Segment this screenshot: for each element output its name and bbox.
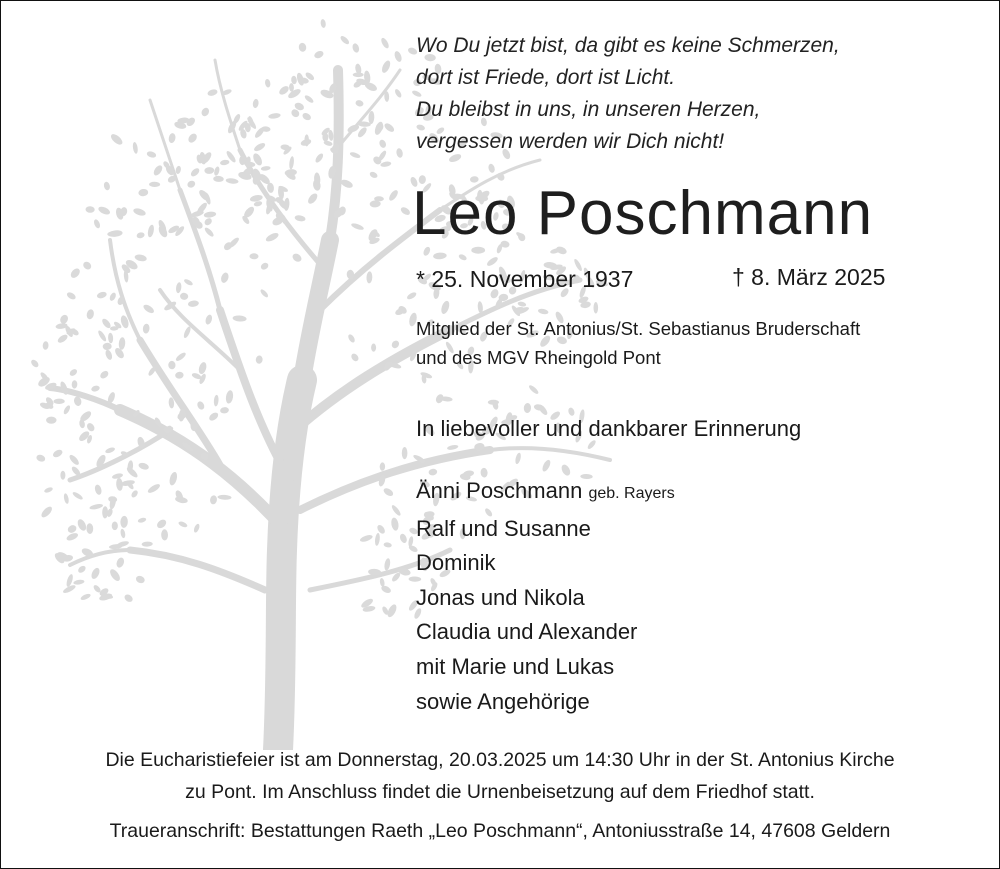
leaf-icon: [80, 593, 92, 602]
leaf-icon: [213, 176, 224, 183]
leaf-icon: [514, 452, 521, 464]
leaf-icon: [260, 261, 270, 271]
leaf-icon: [255, 355, 263, 364]
leaf-icon: [193, 523, 201, 533]
leaf-icon: [77, 564, 87, 574]
leaf-icon: [66, 532, 80, 542]
leaf-icon: [182, 326, 191, 339]
service-line-1: Die Eucharistiefeier ist am Donnerstag, 20.03.2025 um 14:30 Uhr in der St. Antonius Kirche: [105, 749, 895, 771]
leaf-icon: [203, 211, 216, 218]
leaf-icon: [378, 139, 387, 149]
membership-info: [416, 314, 860, 372]
leaf-icon: [379, 578, 385, 587]
leaf-icon: [458, 253, 468, 261]
leaf-icon: [85, 206, 95, 213]
leaf-icon: [374, 533, 380, 546]
leaf-icon: [152, 164, 164, 177]
leaf-icon: [196, 400, 206, 411]
leaf-icon: [120, 528, 126, 538]
leaf-icon: [380, 161, 392, 168]
leaf-icon: [60, 471, 65, 480]
memory-line: In liebevoller und dankbarer Erinnerung: [416, 416, 802, 441]
leaf-icon: [178, 520, 188, 528]
mourner-item: mit Marie und Lukas: [416, 653, 615, 679]
leaf-icon: [340, 178, 354, 189]
leaf-icon: [353, 73, 364, 78]
leaf-icon: [175, 282, 182, 294]
leaf-icon: [108, 568, 122, 583]
leaf-icon: [294, 214, 306, 222]
leaf-icon: [136, 232, 145, 239]
leaf-icon: [109, 132, 124, 146]
leaf-icon: [66, 291, 77, 301]
leaf-icon: [138, 188, 149, 197]
mourner-item: Ralf und Susanne: [416, 515, 591, 541]
leaf-icon: [108, 496, 118, 503]
leaf-icon: [168, 471, 178, 486]
leaf-icon: [175, 371, 184, 379]
leaf-icon: [72, 491, 84, 501]
leaf-icon: [213, 166, 220, 176]
leaf-icon: [103, 181, 111, 191]
service-info: [0, 744, 1000, 808]
leaf-icon: [278, 84, 291, 96]
leaf-icon: [287, 87, 302, 100]
leaf-icon: [168, 361, 176, 370]
leaf-icon: [399, 533, 408, 544]
leaf-icon: [175, 351, 187, 362]
leaf-icon: [220, 407, 229, 414]
deceased-name: Leo Poschmann: [412, 179, 874, 248]
leaf-icon: [349, 151, 361, 159]
leaf-icon: [93, 218, 101, 229]
leaf-icon: [102, 506, 108, 518]
leaf-icon: [523, 403, 531, 414]
leaf-icon: [73, 579, 85, 585]
leaf-icon: [314, 152, 325, 164]
leaf-icon: [359, 534, 373, 543]
leaf-icon: [291, 252, 303, 263]
leaf-icon: [183, 278, 194, 287]
leaf-icon: [142, 323, 150, 334]
leaf-icon: [86, 309, 95, 320]
service-line-2: zu Pont. Im Anschluss findet die Urnenbeisetzung auf dem Friedhof statt.: [185, 781, 815, 803]
leaf-icon: [291, 76, 297, 85]
leaf-icon: [99, 369, 110, 380]
leaf-icon: [350, 222, 364, 231]
leaf-icon: [383, 542, 392, 548]
leaf-icon: [187, 132, 199, 144]
death-date: † 8. März 2025: [732, 264, 886, 290]
leaf-icon: [339, 35, 350, 46]
leaf-icon: [112, 522, 118, 531]
leaf-icon: [104, 349, 113, 361]
leaf-icon: [188, 300, 200, 307]
leaf-icon: [594, 302, 599, 314]
leaf-icon: [134, 254, 147, 263]
leaf-icon: [301, 112, 312, 122]
leaf-icon: [135, 575, 146, 585]
leaf-icon: [393, 50, 403, 63]
leaf-icon: [217, 495, 231, 501]
membership-line-2: und des MGV Rheingold Pont: [416, 347, 661, 368]
leaf-icon: [390, 517, 399, 531]
mourner-item: Dominik: [416, 550, 496, 576]
leaf-icon: [132, 142, 138, 154]
leaf-icon: [383, 122, 396, 134]
leaf-icon: [59, 314, 70, 326]
leaf-icon: [68, 368, 78, 377]
leaf-icon: [366, 271, 372, 283]
leaf-icon: [253, 141, 267, 152]
leaf-icon: [35, 454, 46, 463]
mourners-list: [416, 474, 675, 719]
leaf-icon: [113, 346, 125, 359]
leaf-icon: [102, 342, 112, 350]
leaf-icon: [382, 487, 394, 498]
leaf-icon: [97, 205, 111, 216]
leaf-icon: [96, 291, 107, 300]
leaf-icon: [52, 448, 64, 459]
leaf-icon: [200, 106, 210, 117]
leaf-icon: [528, 384, 540, 395]
mourner-item: [416, 474, 675, 512]
leaf-icon: [394, 88, 403, 99]
leaf-icon: [232, 315, 246, 322]
leaf-icon: [225, 178, 238, 185]
mourner-item: sowie Angehörige: [416, 688, 590, 714]
leaf-icon: [40, 505, 54, 519]
leaf-icon: [141, 541, 152, 547]
leaf-icon: [268, 112, 281, 119]
leaf-icon: [289, 83, 294, 92]
leaf-icon: [380, 37, 390, 50]
leaf-icon: [56, 333, 69, 344]
leaf-icon: [225, 390, 234, 404]
leaf-icon: [42, 341, 48, 350]
leaf-icon: [208, 411, 220, 422]
leaf-icon: [220, 159, 230, 166]
leaf-icon: [44, 486, 54, 493]
leaf-icon: [259, 288, 269, 298]
leaf-icon: [320, 19, 326, 28]
leaf-icon: [249, 194, 263, 203]
leaf-icon: [487, 163, 495, 173]
leaf-icon: [541, 459, 552, 473]
birth-date: * 25. November 1937: [416, 266, 634, 292]
leaf-icon: [355, 99, 365, 107]
leaf-icon: [371, 344, 376, 352]
leaf-icon: [155, 518, 167, 530]
membership-line-1: Mitglied der St. Antonius/St. Sebastianus Bruderschaft: [416, 318, 861, 339]
leaf-icon: [203, 226, 215, 238]
leaf-icon: [387, 189, 399, 202]
leaf-icon: [132, 207, 146, 217]
leaf-icon: [289, 156, 295, 170]
leaf-icon: [252, 99, 259, 109]
poem-line-1: Wo Du jetzt bist, da gibt es keine Schmerzen,: [416, 34, 840, 57]
leaf-icon: [109, 292, 118, 302]
leaf-icon: [111, 472, 123, 479]
leaf-icon: [298, 42, 307, 52]
leaf-icon: [306, 192, 319, 206]
leaf-icon: [390, 339, 400, 349]
funeral-address: Traueranschrift: Bestattungen Raeth „Leo Poschmann“, Antoniusstraße 14, 47608 Geldern: [109, 820, 891, 842]
poem-line-3: Du bleibst in uns, in unseren Herzen,: [416, 98, 761, 121]
mourner-item: Jonas und Nikola: [416, 584, 585, 610]
leaf-icon: [137, 517, 146, 524]
leaf-icon: [90, 567, 101, 581]
mourner-item: Claudia und Alexander: [416, 619, 638, 645]
leaf-icon: [384, 558, 391, 571]
leaf-icon: [264, 79, 271, 88]
leaf-icon: [147, 224, 155, 238]
poem: [416, 30, 840, 158]
leaf-icon: [72, 380, 78, 389]
leaf-icon: [399, 206, 411, 217]
leaf-icon: [249, 253, 258, 259]
leaf-icon: [82, 260, 93, 271]
leaf-icon: [68, 453, 80, 466]
leaf-icon: [146, 150, 157, 158]
leaf-icon: [396, 148, 404, 159]
leaf-icon: [261, 166, 271, 172]
leaf-icon: [130, 489, 139, 499]
leaf-icon: [85, 422, 96, 433]
leaf-icon: [213, 395, 219, 407]
leaf-icon: [53, 399, 64, 405]
leaf-icon: [351, 43, 360, 54]
leaf-icon: [118, 337, 125, 350]
leaf-icon: [89, 503, 103, 510]
leaf-icon: [62, 404, 71, 415]
leaf-icon: [368, 111, 374, 124]
leaf-icon: [186, 180, 196, 189]
leaf-icon: [149, 182, 160, 187]
leaf-icon: [380, 59, 392, 74]
leaf-icon: [408, 536, 414, 547]
leaf-icon: [147, 482, 162, 494]
leaf-icon: [108, 333, 114, 344]
leaf-icon: [180, 292, 189, 300]
leaf-icon: [138, 462, 150, 471]
leaf-icon: [142, 303, 155, 315]
leaf-icon: [91, 385, 101, 393]
leaf-icon: [207, 88, 219, 97]
leaf-icon: [63, 493, 70, 504]
leaf-icon: [304, 94, 315, 104]
leaf-icon: [120, 516, 128, 528]
leaf-icon: [517, 301, 526, 307]
leaf-icon: [440, 300, 451, 315]
leaf-icon: [123, 593, 134, 604]
leaf-icon: [66, 524, 77, 535]
leaf-icon: [115, 556, 125, 568]
leaf-icon: [209, 495, 217, 505]
leaf-icon: [369, 171, 379, 179]
leaf-icon: [69, 267, 82, 280]
leaf-icon: [189, 167, 200, 178]
leaf-icon: [105, 446, 116, 454]
leaf-icon: [390, 504, 402, 517]
leaf-icon: [433, 252, 447, 260]
mourner-name: Änni Poschmann: [416, 478, 583, 503]
mourner-maiden-name: geb. Rayers: [588, 485, 675, 502]
leaf-icon: [380, 462, 386, 471]
leaf-icon: [197, 361, 207, 375]
leaf-icon: [46, 417, 56, 424]
leaf-icon: [204, 314, 213, 326]
leaf-icon: [204, 167, 214, 174]
leaf-icon: [76, 518, 88, 532]
leaf-icon: [447, 444, 459, 450]
leaf-icon: [97, 329, 108, 342]
leaf-icon: [86, 523, 93, 534]
leaf-icon: [30, 358, 40, 368]
leaf-icon: [175, 165, 182, 174]
leaf-icon: [402, 447, 408, 459]
leaf-icon: [220, 272, 230, 284]
leaf-icon: [313, 50, 324, 60]
leaf-icon: [350, 352, 360, 362]
leaf-icon: [168, 133, 176, 144]
leaf-icon: [265, 231, 280, 243]
leaf-icon: [376, 524, 387, 535]
leaf-icon: [203, 217, 213, 227]
leaf-icon: [347, 333, 356, 343]
leaf-icon: [94, 484, 103, 496]
leaf-icon: [161, 529, 168, 540]
poem-line-4: vergessen werden wir Dich nicht!: [416, 130, 725, 153]
poem-line-2: dort ist Friede, dort ist Licht.: [416, 66, 676, 89]
